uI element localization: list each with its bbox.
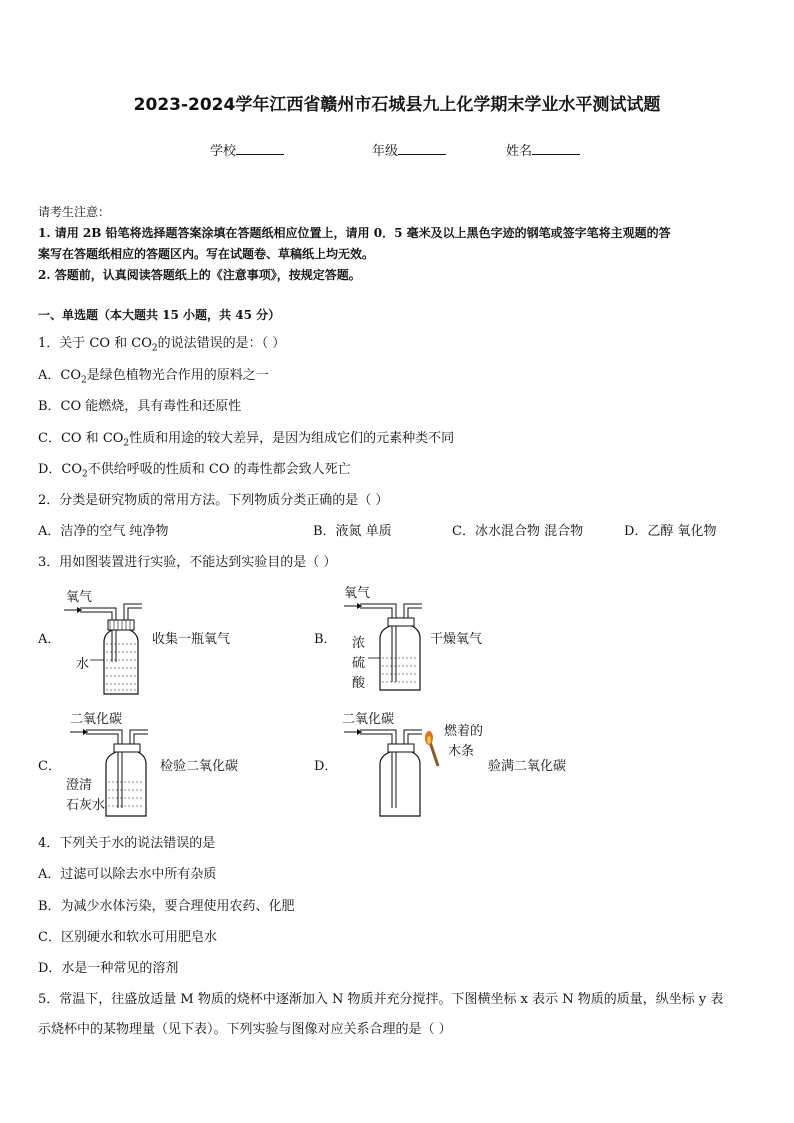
q3-c-gas-label: 二氧化碳 [70,712,123,727]
page-title: 2023-2024学年江西省赣州市石城县九上化学期末学业水平测试试题 [133,95,661,115]
q3-c-side-2: 石灰水 [66,798,106,813]
q5-stem-line-2: 示烧杯中的某物理量（见下表）。下列实验与图像对应关系合理的是（ ） [38,1022,452,1037]
notice-line-1b: 案写在答题纸相应的答题区内。写在试题卷、草稿纸上均无效。 [38,247,375,261]
school-field[interactable]: 学校 [210,140,284,159]
q3-option-d-letter[interactable]: D． [314,759,338,774]
q3-d-match-label-1: 燃着的 [444,724,484,739]
q3-a-purpose: 收集一瓶氧气 [152,632,231,647]
q4-stem: 4．下列关于水的说法错误的是 [38,836,216,851]
q3-d-match-label-2: 木条 [448,744,475,759]
q2-option-a[interactable]: A．洁净的空气 纯净物 [38,524,169,539]
q3-b-side-3: 酸 [352,676,366,691]
q1-stem: 1．关于 CO 和 $CO_2$的说法错误的是：（ ） [38,336,286,354]
q2-option-c[interactable]: C．冰水混合物 混合物 [452,524,584,539]
q1-option-b[interactable]: B．CO 能燃烧，具有毒性和还原性 [38,399,242,414]
q3-c-side-1: 澄清 [66,778,93,793]
q3-c-apparatus [66,722,156,818]
q3-stem: 3．用如图装置进行实验，不能达到实验目的是（ ） [38,555,337,570]
q3-option-a-letter[interactable]: A． [38,632,61,647]
q1-option-c[interactable]: C．CO 和 $CO_2$性质和用途的较大差异，是因为组成它们的元素种类不同 [38,431,455,449]
q1-option-a[interactable]: A．$CO_2$是绿色植物光合作用的原料之一 [38,368,269,386]
q1-option-d[interactable]: D．$CO_2$不供给呼吸的性质和 CO 的毒性都会致人死亡 [38,462,351,480]
notice-line-1a: 1. 请用 2B 铅笔将选择题答案涂填在答题纸相应位置上，请用 0．5 毫米及以上黑色字迹的钢笔或签字笔将主观题的答 [38,226,671,240]
q2-option-d[interactable]: D．乙醇 氧化物 [624,524,717,539]
q3-a-apparatus [60,600,150,696]
q3-a-gas-label: 氧气 [66,590,93,605]
q3-option-b-letter[interactable]: B． [314,632,337,647]
notice-line-2: 2. 答题前，认真阅读答题纸上的《注意事项》，按规定答题。 [38,268,361,282]
q3-b-side-1: 浓 [352,636,366,651]
q5-stem-line-1: 5．常温下，往盛放适量 M 物质的烧杯中逐渐加入 N 物质并充分搅拌。下图横坐标 x 表示 N 物质的质量，纵坐标 y 表 [38,992,724,1007]
notice-heading: 请考生注意： [38,205,111,219]
name-field[interactable]: 姓名 [506,140,580,159]
q3-a-side-label: 水 [76,657,90,672]
q3-c-purpose: 检验二氧化碳 [160,759,239,774]
q4-option-c[interactable]: C．区别硬水和软水可用肥皂水 [38,930,217,945]
q4-option-b[interactable]: B．为减少水体污染，要合理使用农药、化肥 [38,899,295,914]
grade-field[interactable]: 年级 [372,140,446,159]
section-heading: 一、单选题（本大题共 15 小题，共 45 分） [38,308,281,322]
q3-d-apparatus [340,722,450,818]
q2-stem: 2．分类是研究物质的常用方法。下列物质分类正确的是（ ） [38,493,389,508]
q3-b-side-2: 硫 [352,656,366,671]
q4-option-d[interactable]: D．水是一种常见的溶剂 [38,961,179,976]
q3-d-purpose: 验满二氧化碳 [488,759,567,774]
q3-b-gas-label: 氧气 [344,586,371,601]
q3-b-purpose: 干燥氧气 [430,632,483,647]
q3-d-gas-label: 二氧化碳 [342,712,395,727]
q2-option-b[interactable]: B．液氮 单质 [313,524,392,539]
q3-option-c-letter[interactable]: C． [38,759,61,774]
q3-b-apparatus [340,596,430,692]
q4-option-a[interactable]: A．过滤可以除去水中所有杂质 [38,867,217,882]
